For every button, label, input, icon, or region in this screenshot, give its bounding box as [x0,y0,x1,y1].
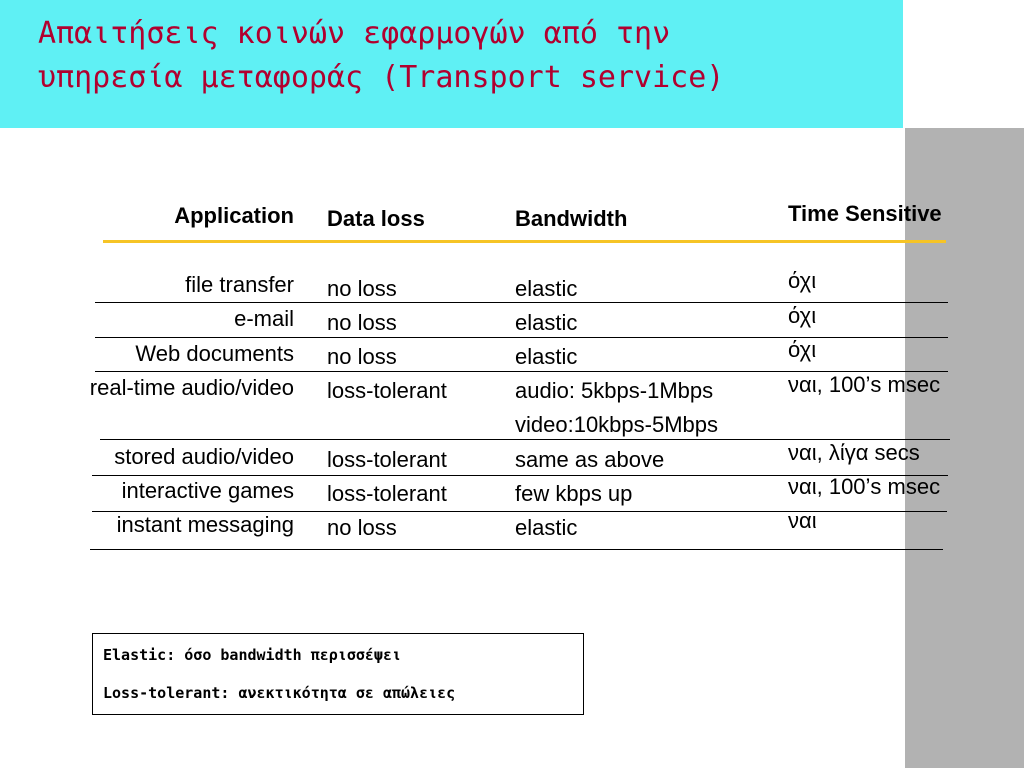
cell-time-sensitive: ναι, 100’s msec [788,372,941,397]
cell-bandwidth: elastic [515,276,578,301]
cell-data-loss: no loss [327,276,397,301]
cell-time-sensitive: ναι, λίγα secs [788,440,920,465]
row-divider [90,549,943,550]
cell-bandwidth: same as above [515,447,665,472]
cell-application: instant messaging [116,512,294,537]
cell-data-loss: loss-tolerant [327,447,447,472]
cell-bandwidth: elastic [515,344,578,369]
cell-bandwidth: few kbps up [515,481,633,506]
cell-time-sensitive: ναι [788,508,817,533]
legend-elastic: Elastic: όσο bandwidth περισσέψει [103,646,402,664]
cell-data-loss: loss-tolerant [327,481,447,506]
cell-time-sensitive: όχι [788,303,817,328]
cell-bandwidth: elastic [515,515,578,540]
cell-data-loss: no loss [327,344,397,369]
cell-application: Web documents [135,341,294,366]
header-time-sensitive: Time Sensitive [788,201,942,226]
cell-bandwidth: elastic [515,310,578,335]
cell-data-loss: no loss [327,515,397,540]
header-bandwidth: Bandwidth [515,206,628,231]
header-application: Application [174,203,294,228]
slide-title [38,12,724,100]
cell-data-loss: loss-tolerant [327,378,447,403]
cell-application: e-mail [234,306,294,331]
cell-time-sensitive: όχι [788,337,817,362]
cell-application: interactive games [121,478,294,503]
cell-bandwidth: audio: 5kbps-1Mbps [515,378,714,403]
header-data-loss: Data loss [327,206,425,231]
cell-application: file transfer [185,272,294,297]
cell-data-loss: no loss [327,310,397,335]
legend-box [92,633,584,715]
cell-application: real-time audio/video [89,375,294,400]
cell-time-sensitive: όχι [788,268,817,293]
header-rule [103,240,946,243]
slide-title-line-2: υπηρεσία μεταφοράς (Transport service) [38,60,725,95]
row-divider [95,337,948,338]
cell-time-sensitive: ναι, 100’s msec [788,474,941,499]
cell-application: stored audio/video [114,444,294,469]
row-divider [95,302,948,303]
slide-title-line-1: Απαιτήσεις κοινών εφαρμογών από την [38,16,671,51]
legend-loss-tolerant: Loss-tolerant: ανεκτικότητα σε απώλειες [103,684,456,702]
cell-bandwidth-line-2: video:10kbps-5Mbps [515,412,719,437]
